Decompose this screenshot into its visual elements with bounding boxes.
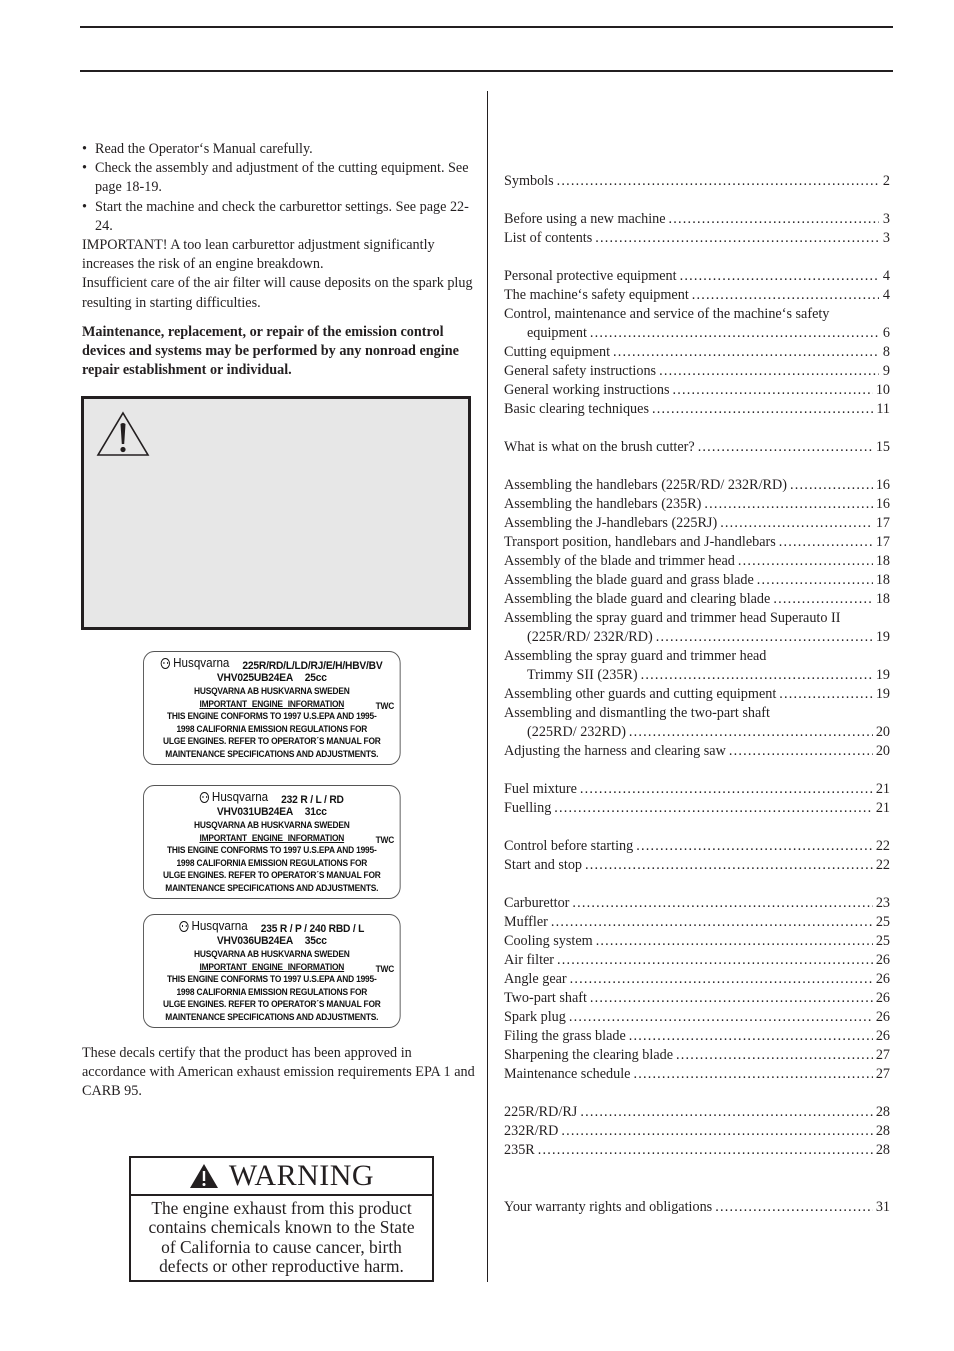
column-divider (487, 91, 488, 1282)
toc-page-number: 17 (875, 515, 890, 531)
dot-leader (554, 799, 873, 818)
checklist (82, 140, 474, 236)
toc-entry-title: (225RD/ 232RD) (527, 724, 626, 740)
toc-page-number: 10 (875, 382, 890, 398)
toc-entry-title: (225R/RD/ 232R/RD) (527, 629, 653, 645)
toc-entry[interactable] (504, 913, 890, 932)
dot-leader (561, 1122, 872, 1141)
toc-entry[interactable] (504, 343, 890, 362)
toc-entry[interactable] (504, 894, 890, 913)
dot-leader (729, 742, 873, 761)
dot-leader (629, 1027, 873, 1046)
husqvarna-crown-icon (161, 658, 170, 669)
toc-entry-title: Assembling the J-handlebars (225RJ) (504, 515, 718, 531)
toc-page-number: 20 (875, 724, 890, 740)
toc-page-number: 2 (882, 173, 890, 189)
dot-leader (629, 723, 873, 742)
toc-entry[interactable] (504, 495, 890, 514)
toc-entry-title-line[interactable]: Assembling the spray guard and trimmer head Superauto II (504, 610, 841, 626)
toc-entry-title: Adjusting the harness and clearing saw (504, 743, 726, 759)
toc-entry-title: Assembling the handlebars (235R) (504, 496, 702, 512)
dot-leader (656, 628, 873, 647)
dot-leader (580, 780, 873, 799)
dot-leader (779, 685, 873, 704)
toc-entry[interactable] (504, 1198, 890, 1217)
husqvarna-logo: Husqvarna (161, 657, 229, 670)
dot-leader (720, 514, 873, 533)
toc-entry-title: Spark plug (504, 1009, 566, 1025)
dot-leader (572, 894, 872, 913)
toc-entry[interactable] (504, 552, 890, 571)
toc-entry[interactable] (504, 514, 890, 533)
toc-page-number: 19 (875, 686, 890, 702)
warning-box (81, 396, 471, 630)
toc-page-number: 28 (875, 1104, 890, 1120)
warning-exclamation-icon (189, 1163, 219, 1189)
toc-page-number: 26 (875, 990, 890, 1006)
prop65-warning-label (129, 1156, 434, 1282)
dot-leader (557, 172, 879, 191)
toc-page-number: 8 (882, 344, 890, 360)
dot-leader (676, 1046, 873, 1065)
toc-entry[interactable] (504, 951, 890, 970)
toc-entry[interactable] (504, 362, 890, 381)
toc-group-spacer (504, 1160, 890, 1198)
toc-entry-title: Start and stop (504, 857, 583, 873)
toc-page-number: 21 (875, 800, 890, 816)
dot-leader (585, 856, 873, 875)
toc-entry-title: Assembly of the blade and trimmer head (504, 553, 735, 569)
toc-entry-title: Symbols (504, 173, 554, 189)
toc-page-number: 19 (875, 667, 890, 683)
toc-entry[interactable] (504, 742, 890, 761)
dot-leader (698, 438, 873, 457)
warning-body: The engine exhaust from this product contains chemicals known to the State of California to cause cancer, birth defects or other reproductive harm. (148, 1198, 415, 1277)
toc-entry[interactable] (504, 1008, 890, 1027)
toc-page-number: 25 (875, 914, 890, 930)
emission-decal-235r: Husqvarna 235 R / P / 240 RBD / L VHV036UB24EA 35cc HUSQVARNA AB HUSKVARNA SWEDEN IMPORTANT ENGINE INFORMATION TWC THIS ENGINE CONFORMS TO 1997 U.S.EPA AND 1995- 1998 CALIFORNIA EMISSION REGULATIONS FOR ULGE ENGINES. REFER TO OPERATOR´S MANUAL FOR MAINTENANCE SPECIFICATIONS AND ADJUSTMENTS. (143, 914, 401, 1028)
toc-entry[interactable] (504, 590, 890, 609)
air-filter-note: Insufficient care of the air filter will cause deposits on the spark plug resulting in starting difficulties. (82, 275, 473, 311)
dot-leader (636, 837, 873, 856)
toc-page-number: 6 (882, 325, 890, 341)
toc-entry-title: Control before starting (504, 838, 634, 854)
toc-entry[interactable] (504, 970, 890, 989)
toc-entry[interactable] (504, 210, 890, 229)
bullet-icon: • (82, 198, 87, 215)
toc-entry-title: Assembling the blade guard and grass blade (504, 572, 754, 588)
toc-entry[interactable] (504, 666, 890, 685)
toc-entry-title: Cooling system (504, 933, 593, 949)
toc-entry[interactable] (504, 723, 890, 742)
toc-entry[interactable] (504, 1141, 890, 1160)
dot-leader (596, 932, 873, 951)
husqvarna-crown-icon (200, 792, 209, 803)
toc-page-number: 28 (875, 1142, 890, 1158)
toc-group-spacer (504, 419, 890, 438)
toc-page-number: 16 (875, 477, 890, 493)
dot-leader (779, 533, 873, 552)
toc-entry[interactable] (504, 837, 890, 856)
toc-page-number: 18 (875, 553, 890, 569)
toc-entry[interactable] (504, 172, 890, 191)
toc-entry[interactable] (504, 229, 890, 248)
toc-entry-title: 232R/RD (504, 1123, 559, 1139)
toc-entry-title: 225R/RD/RJ (504, 1104, 578, 1120)
dot-leader (652, 400, 873, 419)
toc-page-number: 27 (875, 1047, 890, 1063)
toc-group-spacer (504, 457, 890, 476)
toc-entry[interactable] (504, 628, 890, 647)
toc-entry-title: Fuel mixture (504, 781, 577, 797)
toc-entry-title: Sharpening the clearing blade (504, 1047, 674, 1063)
toc-entry-title: Cutting equipment (504, 344, 611, 360)
toc-entry[interactable] (504, 571, 890, 590)
warning-triangle-icon (96, 411, 150, 457)
husqvarna-logo: Husqvarna (200, 791, 268, 804)
toc-entry-title: Angle gear (504, 971, 567, 987)
toc-page-number: 4 (882, 268, 890, 284)
toc-entry[interactable] (504, 381, 890, 400)
toc-group-spacer (504, 191, 890, 210)
toc-entry-title: Maintenance schedule (504, 1066, 631, 1082)
toc-page-number: 26 (875, 1028, 890, 1044)
toc-entry-title: Filing the grass blade (504, 1028, 626, 1044)
dot-leader (641, 666, 873, 685)
dot-leader (659, 362, 879, 381)
toc-page-number: 11 (876, 401, 890, 417)
dot-leader (680, 267, 879, 286)
dot-leader (595, 229, 879, 248)
toc-entry-title: General safety instructions (504, 363, 657, 379)
bullet-icon: • (82, 141, 87, 157)
toc-page-number: 23 (875, 895, 890, 911)
toc-group-spacer (504, 248, 890, 267)
emission-decal-232r: Husqvarna 232 R / L / RD VHV031UB24EA 31cc HUSQVARNA AB HUSKVARNA SWEDEN IMPORTANT ENGINE INFORMATION TWC THIS ENGINE CONFORMS TO 1997 U.S.EPA AND 1995- 1998 CALIFORNIA EMISSION REGULATIONS FOR ULGE ENGINES. REFER TO OPERATOR´S MANUAL FOR MAINTENANCE SPECIFICATIONS AND ADJUSTMENTS. (143, 785, 401, 899)
before-using-section (82, 140, 474, 380)
toc-entry[interactable] (504, 267, 890, 286)
table-of-contents (504, 172, 890, 1217)
header-top-rule (80, 26, 893, 28)
dot-leader (715, 1198, 873, 1217)
toc-entry[interactable] (504, 989, 890, 1008)
emission-repair-note: Maintenance, replacement, or repair of the emission control devices and systems may be performed by any nonroad engine repair establishment or individual. (82, 323, 459, 379)
toc-entry-title-line[interactable]: Control, maintenance and service of the machine‘s safety (504, 306, 830, 322)
toc-page-number: 28 (875, 1123, 890, 1139)
toc-group-spacer (504, 1084, 890, 1103)
toc-entry-title: What is what on the brush cutter? (504, 439, 695, 455)
toc-page-number: 19 (875, 629, 890, 645)
toc-entry[interactable] (504, 1065, 890, 1084)
dot-leader (692, 286, 879, 305)
toc-entry-title: Air filter (504, 952, 555, 968)
toc-entry[interactable] (504, 1027, 890, 1046)
toc-entry-title: Before using a new machine (504, 211, 666, 227)
toc-page-number: 25 (875, 933, 890, 949)
toc-page-number: 18 (875, 572, 890, 588)
toc-page-number: 22 (875, 857, 890, 873)
bullet-icon: • (82, 160, 87, 177)
dot-leader (773, 590, 872, 609)
dot-leader (569, 1008, 873, 1027)
toc-entry[interactable] (504, 856, 890, 875)
toc-entry[interactable] (504, 799, 890, 818)
dot-leader (633, 1065, 872, 1084)
toc-group-spacer (504, 818, 890, 837)
toc-page-number: 17 (875, 534, 890, 550)
toc-entry[interactable] (504, 533, 890, 552)
toc-entry-title: Fuelling (504, 800, 552, 816)
toc-page-number: 3 (882, 230, 890, 246)
toc-entry[interactable] (504, 780, 890, 799)
toc-entry[interactable] (504, 286, 890, 305)
toc-entry-title: Assembling the handlebars (225R/RD/ 232R/RD) (504, 477, 787, 493)
toc-entry[interactable] (504, 438, 890, 457)
toc-group-spacer (504, 761, 890, 780)
emission-decal-225r: Husqvarna 225R/RD/L/LD/RJ/E/H/HBV/BV VHV025UB24EA 25cc HUSQVARNA AB HUSKVARNA SWEDEN IMPORTANT ENGINE INFORMATION TWC THIS ENGINE CONFORMS TO 1997 U.S.EPA AND 1995- 1998 CALIFORNIA EMISSION REGULATIONS FOR ULGE ENGINES. REFER TO OPERATOR´S MANUAL FOR MAINTENANCE SPECIFICATIONS AND ADJUSTMENTS. (143, 651, 401, 765)
toc-entry-title: List of contents (504, 230, 593, 246)
dot-leader (757, 571, 873, 590)
toc-page-number: 26 (875, 952, 890, 968)
toc-page-number: 3 (882, 211, 890, 227)
toc-entry[interactable] (504, 1103, 890, 1122)
toc-entry-title: Transport position, handlebars and J-handlebars (504, 534, 776, 550)
toc-entry-title: Your warranty rights and obligations (504, 1199, 713, 1215)
important-note: IMPORTANT! A too lean carburettor adjustment significantly increases the risk of an engine breakdown. (82, 237, 435, 273)
checklist-item: • Start the machine and check the carburettor settings. See page 22-24. (82, 198, 469, 234)
dot-leader (557, 951, 873, 970)
toc-entry-title: The machine‘s safety equipment (504, 287, 689, 303)
toc-page-number: 15 (875, 439, 890, 455)
toc-entry[interactable] (504, 932, 890, 951)
dot-leader (590, 324, 879, 343)
dot-leader (613, 343, 879, 362)
toc-page-number: 22 (875, 838, 890, 854)
toc-entry-title: equipment (527, 325, 587, 341)
header-bottom-rule (80, 70, 893, 72)
toc-entry[interactable] (504, 400, 890, 419)
toc-group-spacer (504, 875, 890, 894)
toc-entry[interactable] (504, 685, 890, 704)
toc-entry-title: Personal protective equipment (504, 268, 677, 284)
toc-entry-title: Carburettor (504, 895, 570, 911)
toc-page-number: 16 (875, 496, 890, 512)
dot-leader (672, 381, 872, 400)
toc-entry-title: Trimmy SII (235R) (527, 667, 638, 683)
toc-entry[interactable] (504, 476, 890, 495)
husqvarna-crown-icon (179, 921, 188, 932)
dot-leader (669, 210, 879, 229)
dot-leader (790, 476, 873, 495)
toc-page-number: 20 (875, 743, 890, 759)
decal-caption: These decals certify that the product has been approved in accordance with American exhaust emission requirements EPA 1 and CARB 95. (82, 1045, 475, 1100)
toc-entry-title: Two-part shaft (504, 990, 587, 1006)
toc-page-number: 18 (875, 591, 890, 607)
toc-page-number: 26 (875, 1009, 890, 1025)
dot-leader (704, 495, 872, 514)
toc-entry[interactable] (504, 1122, 890, 1141)
toc-entry[interactable] (504, 324, 890, 343)
dot-leader (580, 1103, 872, 1122)
toc-page-number: 4 (882, 287, 890, 303)
dot-leader (551, 913, 873, 932)
toc-entry-title-line[interactable]: Assembling and dismantling the two-part shaft (504, 705, 770, 721)
toc-entry-title: 235R (504, 1142, 535, 1158)
dot-leader (538, 1141, 873, 1160)
dot-leader (570, 970, 873, 989)
toc-page-number: 31 (875, 1199, 890, 1215)
toc-page-number: 26 (875, 971, 890, 987)
dot-leader (738, 552, 873, 571)
checklist-item: • Read the Operator‘s Manual carefully. (82, 140, 474, 159)
toc-entry-title: Assembling the blade guard and clearing blade (504, 591, 771, 607)
toc-entry[interactable] (504, 1046, 890, 1065)
toc-page-number: 21 (875, 781, 890, 797)
toc-entry-title-line[interactable]: Assembling the spray guard and trimmer head (504, 648, 767, 664)
toc-page-number: 27 (875, 1066, 890, 1082)
checklist-item: • Check the assembly and adjustment of the cutting equipment. See page 18-19. (82, 160, 469, 196)
toc-entry-title: Assembling other guards and cutting equipment (504, 686, 777, 702)
warning-heading: WARNING (131, 1158, 432, 1196)
husqvarna-logo: Husqvarna (179, 920, 247, 933)
toc-entry-title: Muffler (504, 914, 548, 930)
dot-leader (590, 989, 873, 1008)
toc-entry-title: General working instructions (504, 382, 670, 398)
toc-entry-title: Basic clearing techniques (504, 401, 649, 417)
toc-page-number: 9 (882, 363, 890, 379)
